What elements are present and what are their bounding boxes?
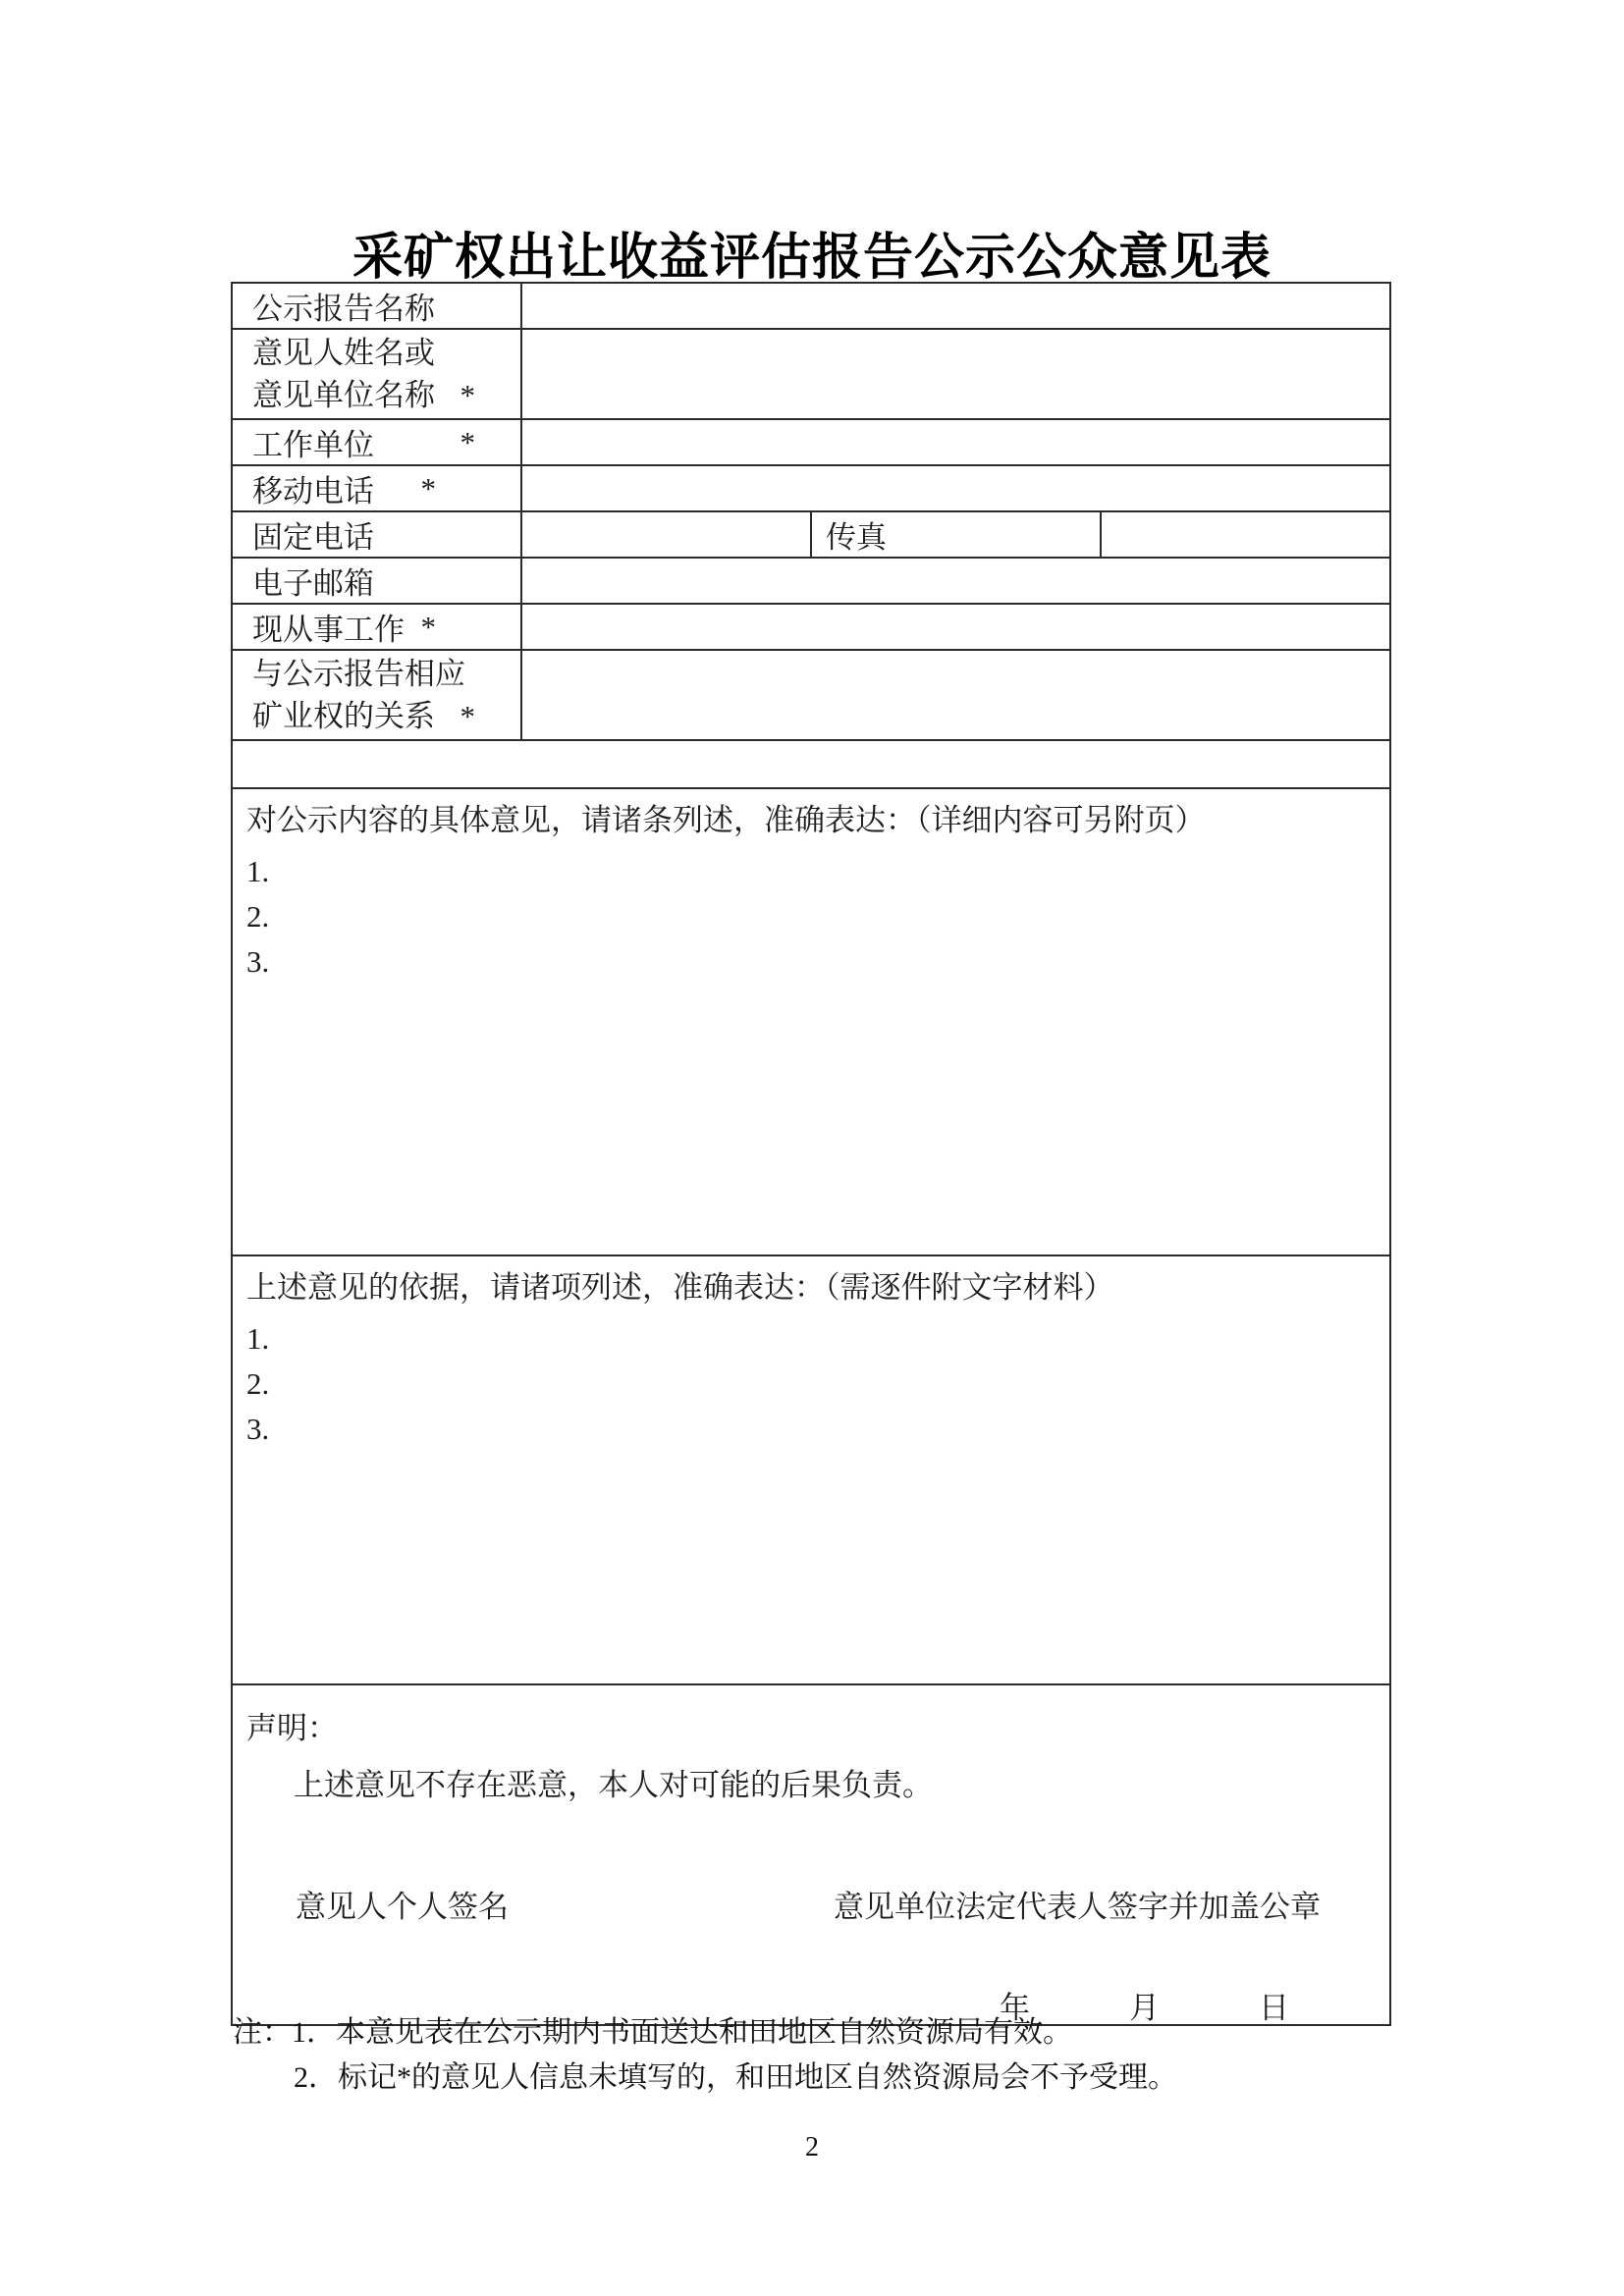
section-heading: 上述意见的依据，请诸项列述，准确表达：（需逐件附文字材料）	[246, 1270, 1114, 1305]
date-line: 年 月 日	[1000, 1991, 1292, 2025]
page-number: 2	[805, 2132, 819, 2163]
field-label-work-unit: 工作单位 *	[232, 419, 521, 465]
row-work-unit	[232, 419, 1390, 465]
footer-note-1: 注：1．本意见表在公示期内书面送达和田地区自然资源局有效。	[233, 2016, 1072, 2049]
field-label-fixed-phone: 固定电话	[232, 511, 521, 558]
footer-notes	[233, 2010, 1391, 2101]
spacer-cell	[232, 740, 1390, 788]
field-label-mining-right-relation: 与公示报告相应 矿业权的关系 *	[232, 650, 521, 740]
input-cell-work-unit	[521, 419, 1390, 465]
section-heading: 对公示内容的具体意见，请诸条列述，准确表达：（详细内容可另附页）	[246, 803, 1206, 837]
list-item: 1.	[246, 1321, 270, 1356]
list-item: 3.	[246, 944, 270, 979]
section-declaration	[232, 1684, 1390, 2025]
input-cell-fixed-phone	[521, 511, 811, 558]
row-spacer	[232, 740, 1390, 788]
declaration-statement: 上述意见不存在恶意，本人对可能的后果负责。	[294, 1768, 933, 1802]
field-label-report-name: 公示报告名称	[232, 283, 521, 329]
row-fixed-phone-fax	[232, 511, 1390, 558]
input-cell-report-name	[521, 283, 1390, 329]
list-item: 3.	[246, 1412, 270, 1446]
row-mobile-phone	[232, 465, 1390, 511]
signature-label-personal: 意见人个人签名	[296, 1890, 509, 1924]
list-item: 1.	[246, 854, 270, 888]
field-label-opinion-name: 意见人姓名或 意见单位名称 *	[232, 329, 521, 419]
input-cell-email	[521, 558, 1390, 604]
row-current-job	[232, 604, 1390, 650]
section-specific-opinions	[232, 788, 1390, 1255]
section-cell-opinion-basis	[232, 1255, 1390, 1684]
required-star: *	[420, 470, 436, 506]
input-cell-opinion-name	[521, 329, 1390, 419]
input-cell-current-job	[521, 604, 1390, 650]
signature-label-unit: 意见单位法定代表人签字并加盖公章	[834, 1890, 1321, 1924]
list-item: 2.	[246, 1366, 270, 1401]
row-mining-right-relation	[232, 650, 1390, 740]
required-star: *	[460, 378, 475, 412]
list-item: 2.	[246, 899, 270, 934]
field-label-fax: 传真	[811, 511, 1101, 558]
section-cell-specific-opinions	[232, 788, 1390, 1255]
footer-note-2: 2．标记*的意见人信息未填写的，和田地区自然资源局会不予受理。	[294, 2061, 1177, 2094]
input-cell-mobile-phone	[521, 465, 1390, 511]
input-cell-mining-right-relation	[521, 650, 1390, 740]
required-star: *	[460, 424, 475, 459]
section-cell-declaration	[232, 1684, 1390, 2025]
row-email	[232, 558, 1390, 604]
row-report-name	[232, 283, 1390, 329]
input-cell-fax	[1101, 511, 1390, 558]
field-label-mobile-phone: 移动电话 *	[232, 465, 521, 511]
declaration-heading: 声明：	[246, 1711, 338, 1745]
section-opinion-basis	[232, 1255, 1390, 1684]
row-opinion-name	[232, 329, 1390, 419]
field-label-email: 电子邮箱	[232, 558, 521, 604]
field-label-current-job: 现从事工作 *	[232, 604, 521, 650]
opinion-form-table	[231, 282, 1391, 2026]
required-star: *	[460, 699, 475, 733]
page-title: 采矿权出让收益评估报告公示公众意见表	[352, 229, 1272, 285]
required-star: *	[420, 609, 436, 644]
